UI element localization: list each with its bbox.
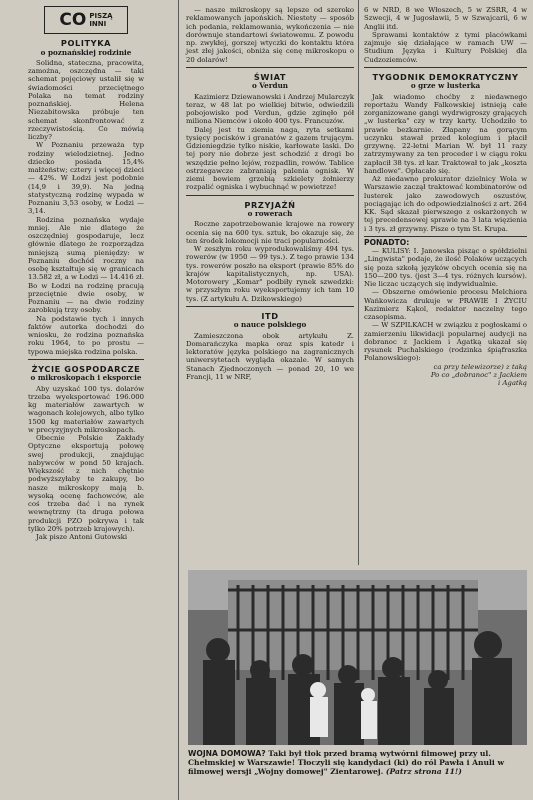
paragraph: Roczne zapotrzebowanie krajowe na rowery ocenia się na 600 tys. sztuk, bo okazuje się, że ten środek lokomocji nie traci popularności. [186,220,354,245]
verse-line: i Agatką [498,379,527,387]
heading-zycie-gospodarcze: ŻYCIE GOSPODARCZE [31,363,141,374]
heading-przyjazn: PRZYJAŹŃ [244,199,296,210]
paragraph: — Obszerne omówienie procesu Melchiora Wańkowicza drukuje w PRAWIE I ŻYCIU Kazimierz Kąkol, redaktor naczelny tego czasopisma. [364,288,527,321]
subheading: o Verdun [251,81,289,91]
paragraph: Aż niedawno prokurator dzielnicy Wola w Warszawie zaczął traktować kombinatorów od lusterek jako zawodowych oszustów, pociągając ich do odpowiedzialności z art. 264 KK. Sąd skazał pierwszego z oskarżonych w tej precedensowej sprawie na 3 lata więzienia i 3 tys. zł grzywny. Pisze o tym St. Krupa. [364,175,527,233]
logo-co: CO [59,9,87,30]
heading-ponadto: PONADTO: [364,237,410,247]
crowd-gate-photo [188,570,527,745]
paragraph: Zamieszczona obok artykułu Z. Domarańczyka mapka oraz spis katedr i lektoratów języka polskiego na zagranicznych uniwersytetach wygląda okazale. W samych Stanach Zjednoczonych — ponad 20, 10 we Francji, 11 w NRF, [186,331,354,381]
paragraph: 6 w NRD, 8 we Włoszech, 5 w ZSRR, 4 w Szwecji, 4 w Jugosławii, 5 w Szwajcarii, 6 w Anglii itd. [364,6,527,31]
column-right [364,6,527,387]
paragraph: Jak wiadomo choćby z niedawnego reportażu Wandy Falkowskiej istnieją całe zorganizowane gangi wydrwigroszy grających „w lusterka" czy w trzy karty. Uchodziło to prawie bezkarnie. Złapany na gorącym uczynku stawał przed kolegium i płacił grzywnę. 22-letni Marian W. był 11 razy zatrzymywany za ten proceder i w ciągu roku zapłacił 38 tys. zł kar. Traktował to jak „koszta handlowe". Opłacało się. [364,92,527,175]
paragraph: Rodzina poznańska wydaje mniej. Ale nie dlatego że oszczędniej gospodaruje, lecz głównie dlatego że rozporządza mniejszą sumą pieniędzy: w Poznaniu dochód roczny na osobę kształtuje się w granicach 13.582 zł, a w Łodzi — 14.416 zł. Bo w Łodzi na rodzinę pracują przeciętnie dwie osoby, w Poznaniu — na dwie rodziny zarobkują trzy osoby. [28,215,144,315]
heading-polityka: POLITYKA [60,38,112,48]
paragraph: — KULISY: I. Janowska pisząc o spółdzielni „Lingwista" podaje, że ilość Polaków uczących się poza szkołą języków obcych ocenia się na 150—200 tys. (jest 3—4 tys. różnych kursów). Nie liczac uczących się indywidualnie. [364,247,527,288]
column-left [28,6,144,541]
paragraph: Kazimierz Dziewanowski i Andrzej Mularczyk teraz, w 48 lat po wielkiej bitwie, odwiedzili pobojowisko pod Verdun, gdzie zginęło pół miliona Niemców i około 400 tys. Francuzów. [186,92,354,126]
paragraph: Aby uzyskać 100 tys. dolarów trzeba wyeksportować 196.000 kg materiałów zawartych w wagonach kolejowych, albo tylko 1500 kg materiałów zawartych w precyzyjnych mikroskopach. [28,384,144,434]
paragraph: Solidna, stateczna, pracowita, zamożna, oszczędna — taki schemat pojęciowy ustalił się w świadomości przeciętnego Polaka na temat rodziny poznańskiej. Helena Niezabitowska próbuje ten schemat skonfrontować z rzeczywistością. Co mówią liczby? [28,58,144,141]
paragraph: Sprawami kontaktów z tymi placówkami zajmuje się działające w ramach UW — Studium Języka i Kultury Polskiej dla Cudzoziemców. [364,30,527,64]
subheading: o grze w lusterka [410,81,481,91]
paragraph: — nasze mikroskopy są lepsze od szeroko reklamowanych japońskich. Niestety — sposób ich podania, reklamowania, wykończenia — nie dorównuje standartowi światowemu. Z powodu np. zwykłej, gorszej wtyczki do kontaktu która jest złej jakości, obniża się cenę mikroskopu o 20 dolarów! [186,6,354,64]
subheading: o nauce polskiego [233,320,307,330]
column-rule [178,0,179,800]
caption-page-ref: (Patrz strona 11!) [385,767,462,776]
paragraph: Na podstawie tych i innych faktów autorka dochodzi do wniosku, że rodzina poznańska roku 1964, to po prostu — typowa miejska rodzina polska. [28,314,144,356]
caption-text: Taki był tłok przed bramą wytwórni filmowej przy ul. Chełmskiej w Warszawie! Tłoczyli się kandydaci (ki) do ról Pawła i Anuli w filmowej wersji „Wojny domowej" Zientarowej. [188,749,504,776]
subheading: o poznańskiej rodzinie [40,47,132,57]
caption-lead: WOJNA DOMOWA? [188,749,266,758]
verse-line: Po co „dobranoc" z Jackiem [430,370,527,379]
paragraph: Obecnie Polskie Zakłady Optyczne eksportują połowę swej produkcji, znajdując nabywców w pond 50 krajach. Większość z nich chętnie podwyższyłaby te zakupy, bo nasze mikroskopy mają b. wysoką ocenę fachowców, ale coś trzeba dać i na rynek wewnętrzny (ta druga połowa produkcji PZO pokrywa i tak tylko 20% potrzeb krajowych). [28,434,144,533]
paragraph: — W SZPILKACH w związku z pogłoskami o zamierzeniu likwidacji popularnej audycji na dobranoc z Jackiem i Agatką ukazał się rysunek Puchalskiego (rodzinka śpiąfraszka Polanowskiego): [364,321,527,363]
logo-bottom: INNI [89,20,107,28]
column-middle [186,6,354,381]
verse-line: ca przy telewizorze) z taką [433,362,527,371]
heading-tygodnik: TYGODNIK DEMOKRATYCZNY [372,71,519,82]
column-rule [358,0,359,565]
heading-swiat: ŚWIAT [253,71,287,82]
paragraph: W zeszłym roku wyprodukowaliśmy 494 tys. rowerów (w 1950 — 99 tys.). Z tego prawie 134 tys. rowerów poszło na eksport (prawie 85% do krajów kapitalistycznych, np. USA). Motorowery „Komar" podbiły rynek szwedzki: w przyszłym roku wyeksportujemy ich tam 10 tys. (Z artykułu A. Dzikowskiego) [186,245,354,303]
verse [364,363,527,388]
heading-itd: ITD [261,310,279,321]
paragraph: Dalej jest tu ziemia naga, ryta setkami tysięcy pocisków i granatów z gazem trującym. Gdzieniegdzie tylko niskie, karłowate laski. Do tej pory nie dobrze jest schodzić z drogi bo wszędzie pełno lejów, rozpadlin, rowów. Tablice ostrzegawcze zabraniają palenia ognisk. W ziemi bowiem grzebią szkielety żołnierzy rozpalić ogniska i wybuchnąć w powietrze! [186,125,354,192]
subheading: o mikroskopach i eksporcie [30,373,142,383]
logo-top: PISZĄ [89,12,113,20]
photo-illustration [188,570,527,745]
subheading: o rowerach [247,209,293,218]
photo-caption [188,749,527,776]
paragraph: W Poznaniu przeważa typ rodziny wielodzietnej. Jedno dziecko posiada 15,4% małżeństw; cztery i więcej dzieci — 42%. W Łodzi jest podobnie (14,9 i 39,9). Na jedną statystyczną rodzinę wypada w Poznaniu 3,53 osoby, w Łodzi — 3,14. [28,141,144,216]
paragraph-author: Jak pisze Antoni Gutowski [36,533,128,541]
section-logo [44,6,128,34]
